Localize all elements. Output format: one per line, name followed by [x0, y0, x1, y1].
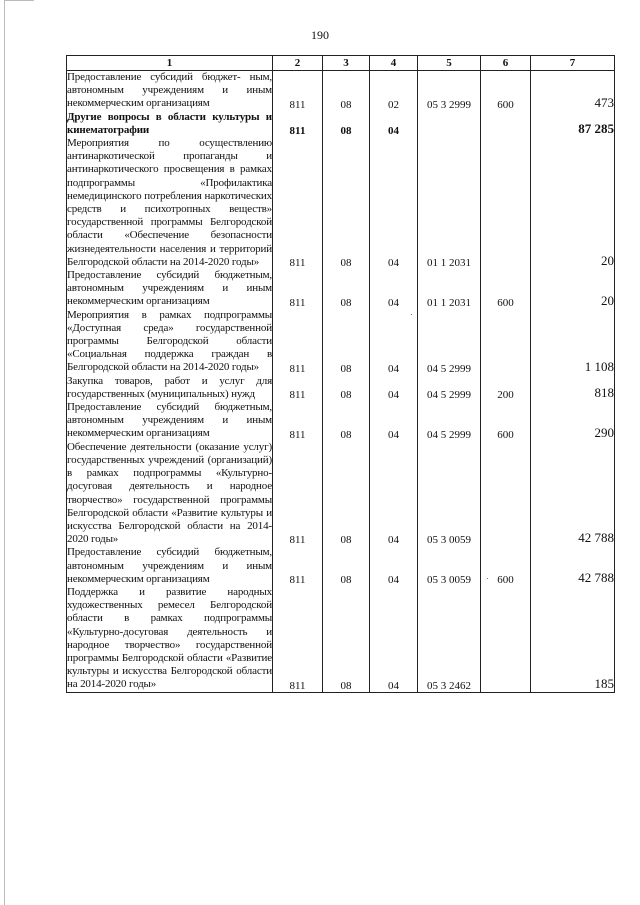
description-line: некоммерческим организациям [67, 295, 210, 308]
description-line: государственной программы [67, 638, 272, 664]
cell-expense-type: 200 [481, 375, 531, 401]
cell-expense-type: 600 [481, 71, 531, 111]
cell-section-code: 08 [323, 137, 370, 269]
cell-expense-type [481, 137, 531, 269]
description-line: деятельность и народное творчество» [67, 625, 272, 651]
cell-subsection-code: 04 [370, 375, 418, 401]
row-description-cell [67, 71, 273, 111]
cell-ministry-code: 811 [273, 71, 323, 111]
description-line: деятельность и народное творчество» [67, 480, 272, 506]
description-line: Предоставление субсидий бюджет- [67, 71, 241, 83]
description-line: учреждениям и иным [142, 414, 272, 427]
description-line: Белгородской области «Развитие [67, 506, 218, 519]
cell-target-article: 05 3 0059 [418, 546, 481, 586]
cell-ministry-code: 811 [273, 309, 323, 375]
table-row [67, 546, 615, 586]
row-description-cell [67, 401, 273, 441]
table-row [67, 269, 615, 309]
description-line: потребления наркотических средств и [67, 189, 272, 216]
cell-expense-type: 600 [481, 401, 531, 441]
description-line: подпрограммы «Культурно-досуговая [67, 467, 272, 493]
cell-subsection-code: 04 [370, 137, 418, 269]
row-description [67, 269, 272, 309]
cell-section-code: 08 [323, 269, 370, 309]
cell-subsection-code: 04 [370, 586, 418, 692]
table-row [67, 309, 615, 375]
description-line: «Социальная поддержка граждан в [67, 348, 272, 361]
description-line: Другие вопросы в области [67, 110, 206, 123]
cell-ministry-code: 811 [273, 137, 323, 269]
description-line: Мероприятия в рамках подпрограммы [67, 308, 272, 321]
table-row [67, 111, 615, 137]
cell-subsection-code: 04 [370, 401, 418, 441]
description-line: услуг) государственных учреждений [67, 440, 272, 466]
description-line: Белгородской области «Развитие [121, 651, 272, 664]
description-line: некоммерческим организациям [67, 427, 210, 440]
row-description-cell [67, 111, 273, 137]
description-line: Белгородской области на 2014-2020 [67, 361, 230, 374]
cell-amount: 818 [531, 375, 615, 401]
description-line: бюджетным, автономным [67, 269, 272, 295]
cell-target-article: 04 5 2999 [418, 375, 481, 401]
description-line: области на 2014-2020 годы» [67, 519, 272, 546]
cell-subsection-code: 04 [370, 111, 418, 137]
cell-target-article: 01 1 2031 [418, 137, 481, 269]
cell-section-code: 08 [323, 309, 370, 375]
cell-amount: 20 [531, 137, 615, 269]
cell-section-code: 08 [323, 71, 370, 111]
header-row [67, 56, 615, 71]
description-line: рамках подпрограммы [67, 163, 272, 189]
header-col-4: 4 [370, 56, 418, 71]
description-line: учреждениям и иным [142, 282, 272, 295]
description-line: Предоставление субсидий [67, 401, 200, 414]
description-line: Предоставление субсидий [67, 269, 200, 282]
cell-target-article: 04 5 2999 [418, 401, 481, 441]
scan-speck [487, 578, 488, 579]
row-description [67, 586, 272, 692]
description-line: бюджетным, автономным [67, 401, 272, 427]
cell-amount: 473 [531, 71, 615, 111]
description-line: Белгородской области в рамках [67, 599, 272, 625]
row-description-cell [67, 137, 273, 269]
description-line: населения и территорий Белгородской [67, 242, 272, 268]
header-col-5: 5 [418, 56, 481, 71]
description-line: государственной программы [133, 493, 272, 506]
row-description-cell [67, 441, 273, 547]
scan-top-edge [4, 0, 34, 1]
cell-section-code: 08 [323, 111, 370, 137]
page-number: 190 [311, 28, 329, 42]
cell-ministry-code: 811 [273, 111, 323, 137]
description-line: государственных (муниципальных) [67, 387, 229, 400]
cell-subsection-code: 04 [370, 269, 418, 309]
cell-target-article: 05 3 2999 [418, 71, 481, 111]
description-line: Белгородской области «Обеспечение [67, 216, 272, 242]
description-line: «Профилактика немедицинского [67, 176, 272, 202]
cell-amount: 290 [531, 401, 615, 441]
cell-ministry-code: 811 [273, 546, 323, 586]
cell-target-article: 01 1 2031 [418, 269, 481, 309]
description-line: Обеспечение деятельности (оказание [67, 440, 240, 453]
row-description [67, 111, 272, 137]
cell-expense-type [481, 111, 531, 137]
table-row [67, 71, 615, 111]
row-description-cell [67, 586, 273, 692]
cell-amount: 1 108 [531, 309, 615, 375]
cell-amount: 87 285 [531, 111, 615, 137]
cell-section-code: 08 [323, 546, 370, 586]
description-line: художественных ремесел [67, 599, 195, 612]
header-col-2: 2 [273, 56, 323, 71]
row-description [67, 309, 272, 375]
cell-ministry-code: 811 [273, 586, 323, 692]
description-line: антинаркотической пропаганды и [67, 150, 272, 163]
cell-section-code: 08 [323, 375, 370, 401]
cell-section-code: 08 [323, 401, 370, 441]
description-line: антинаркотического просвещения в [67, 163, 235, 176]
description-line: культуры и кинематографии [67, 110, 272, 136]
cell-expense-type [481, 441, 531, 547]
cell-subsection-code: 04 [370, 441, 418, 547]
cell-amount: 42 788 [531, 546, 615, 586]
cell-target-article: 05 3 0059 [418, 441, 481, 547]
budget-table [66, 55, 615, 693]
cell-target-article: 04 5 2999 [418, 309, 481, 375]
cell-target-article [418, 111, 481, 137]
description-line: психотропных веществ» [144, 203, 273, 216]
description-line: нужд [231, 387, 255, 400]
header-col-6: 6 [481, 56, 531, 71]
cell-section-code: 08 [323, 441, 370, 547]
description-line: учреждениям и иным [142, 559, 272, 572]
cell-expense-type [481, 586, 531, 692]
description-line: Предоставление субсидий [67, 546, 200, 559]
description-line: Закупка товаров, работ и услуг для [67, 374, 272, 387]
description-line: иным некоммерческим организациям [67, 84, 272, 110]
cell-ministry-code: 811 [273, 375, 323, 401]
cell-subsection-code: 04 [370, 546, 418, 586]
cell-amount: 42 788 [531, 441, 615, 547]
cell-amount: 185 [531, 586, 615, 692]
cell-ministry-code: 811 [273, 401, 323, 441]
row-description [67, 401, 272, 441]
row-description-cell [67, 309, 273, 375]
description-line: области на 2014-2020 годы» [131, 255, 260, 268]
scan-left-edge [4, 0, 5, 905]
description-line: подпрограммы «Культурно-досуговая [67, 612, 272, 638]
row-description-cell [67, 375, 273, 401]
header-col-1: 1 [67, 56, 273, 71]
description-line: культуры и искусства Белгородской [67, 506, 272, 532]
cell-ministry-code: 811 [273, 269, 323, 309]
cell-subsection-code: 02 [370, 71, 418, 111]
description-line: государственной программы [67, 216, 203, 229]
row-description-cell [67, 546, 273, 586]
description-line: Мероприятия по осуществлению [67, 137, 272, 150]
cell-section-code: 08 [323, 586, 370, 692]
scan-speck [411, 314, 412, 315]
cell-subsection-code: 04 [370, 309, 418, 375]
table-row [67, 137, 615, 269]
cell-ministry-code: 811 [273, 441, 323, 547]
row-description [67, 441, 272, 547]
description-line: ным, автономным учреждениям и [67, 71, 272, 97]
description-line: программы Белгородской области [67, 335, 272, 348]
description-line: культуры и искусства Белгородской [67, 665, 233, 678]
description-line: некоммерческим организациям [67, 572, 210, 585]
description-line: «Доступная среда» государственной [67, 321, 272, 334]
cell-amount: 20 [531, 269, 615, 309]
cell-expense-type: 600 [481, 546, 531, 586]
description-line: бюджетным, автономным [67, 546, 272, 572]
header-col-7: 7 [531, 56, 615, 71]
cell-target-article: 05 3 2462 [418, 586, 481, 692]
table-header [67, 56, 615, 71]
description-line: годы» [231, 361, 260, 374]
description-line: безопасности жизнедеятельности [67, 229, 272, 255]
row-description [67, 137, 272, 269]
table-body [67, 71, 615, 693]
description-line: области на 2014-2020 годы» [67, 665, 272, 691]
table-row [67, 586, 615, 692]
cell-expense-type: 600 [481, 269, 531, 309]
description-line: (организаций) в рамках [67, 453, 272, 480]
row-description [67, 71, 272, 111]
table-row [67, 375, 615, 401]
cell-expense-type [481, 309, 531, 375]
row-description-cell [67, 269, 273, 309]
table-row [67, 441, 615, 547]
table-row [67, 401, 615, 441]
row-description [67, 546, 272, 586]
row-description [67, 375, 272, 401]
header-col-3: 3 [323, 56, 370, 71]
description-line: Поддержка и развитие народных [67, 585, 272, 598]
